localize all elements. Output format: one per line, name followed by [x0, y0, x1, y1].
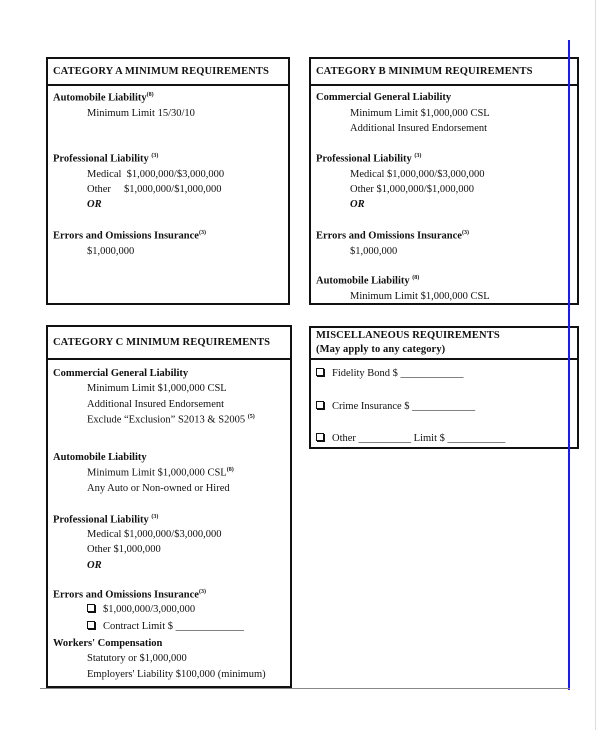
misc-item-other[interactable]: Other __________ Limit $ ___________	[316, 433, 505, 444]
text: Minimum Limit $1,000,000 CSL$^{(8)}$	[87, 467, 234, 479]
text: $1,000,000	[87, 246, 135, 257]
errors-omissions-heading: Errors and Omissions Insurance$^{(3)}$	[53, 230, 206, 242]
text: Statutory or $1,000,000	[87, 653, 187, 664]
eo-option-2[interactable]: Contract Limit $ _____________	[87, 621, 244, 632]
auto-liability-heading: Automobile Liability$^{(8)}$	[53, 92, 154, 104]
professional-liability-heading: Professional Liability $^{(3)}$	[53, 153, 159, 165]
commercial-general-liability-heading: Commercial General Liability	[53, 368, 189, 379]
exclusion-line: Exclude “Exclusion” S2013 & S2005 $^{(5)}$	[87, 414, 255, 426]
text: $1,000,000	[350, 246, 398, 257]
checkbox[interactable]	[316, 433, 324, 441]
text: Minimum Limit $1,000,000 CSL	[350, 108, 490, 119]
errors-omissions-heading: Errors and Omissions Insurance$^{(3)}$	[53, 589, 206, 601]
checkbox[interactable]	[87, 621, 95, 629]
text: Additional Insured Endorsement	[87, 399, 225, 410]
text: Employers' Liability $100,000 (minimum)	[87, 669, 266, 680]
eo-option-1[interactable]: $1,000,000/3,000,000	[87, 604, 195, 615]
text: Additional Insured Endorsement	[350, 123, 488, 134]
page-edge	[595, 0, 596, 730]
text: Any Auto or Non-owned or Hired	[87, 483, 230, 494]
text: Minimum Limit 15/30/10	[87, 108, 195, 119]
auto-liability-heading: Automobile Liability $^{(8)}$	[316, 275, 420, 287]
page-margin-line	[568, 40, 570, 690]
or-label: OR	[87, 199, 102, 210]
text: Other $1,000,000/$1,000,000	[350, 184, 474, 195]
checkbox[interactable]	[87, 604, 95, 612]
errors-omissions-heading: Errors and Omissions Insurance$^{(3)}$	[316, 230, 469, 242]
or-label: OR	[350, 199, 365, 210]
checkbox[interactable]	[316, 401, 324, 409]
text: Other $1,000,000/$1,000,000	[87, 184, 222, 195]
misc-item-fidelity-bond[interactable]: Fidelity Bond $ ____________	[316, 368, 464, 379]
checkbox[interactable]	[316, 368, 324, 376]
professional-liability-heading: Professional Liability $^{(3)}$	[316, 153, 422, 165]
text: Minimum Limit $1,000,000 CSL	[87, 383, 227, 394]
misc-requirements-box	[309, 326, 579, 449]
category-c-box	[46, 325, 292, 688]
category-a-box	[46, 57, 290, 305]
text: Medical $1,000,000/$3,000,000	[87, 169, 225, 180]
auto-liability-heading: Automobile Liability	[53, 452, 147, 463]
or-label: OR	[87, 560, 102, 571]
professional-liability-heading: Professional Liability $^{(3)}$	[53, 514, 159, 526]
text: Medical $1,000,000/$3,000,000	[350, 169, 485, 180]
misc-item-crime-insurance[interactable]: Crime Insurance $ ____________	[316, 401, 475, 412]
page-bottom-rule	[40, 688, 570, 689]
text: Medical $1,000,000/$3,000,000	[87, 529, 222, 540]
text: Minimum Limit $1,000,000 CSL	[350, 291, 490, 302]
commercial-general-liability-heading: Commercial General Liability	[316, 92, 452, 103]
workers-comp-heading: Workers' Compensation	[53, 638, 163, 649]
category-b-box	[309, 57, 579, 305]
misc-header	[311, 328, 577, 360]
misc-title: MISCELLANEOUS REQUIREMENTS	[316, 330, 500, 341]
category-c-title: CATEGORY C MINIMUM REQUIREMENTS	[48, 327, 290, 360]
category-b-title: CATEGORY B MINIMUM REQUIREMENTS	[311, 59, 577, 86]
text: Other $1,000,000	[87, 544, 161, 555]
category-a-title: CATEGORY A MINIMUM REQUIREMENTS	[48, 59, 288, 86]
misc-subtitle: (May apply to any category)	[316, 344, 446, 355]
